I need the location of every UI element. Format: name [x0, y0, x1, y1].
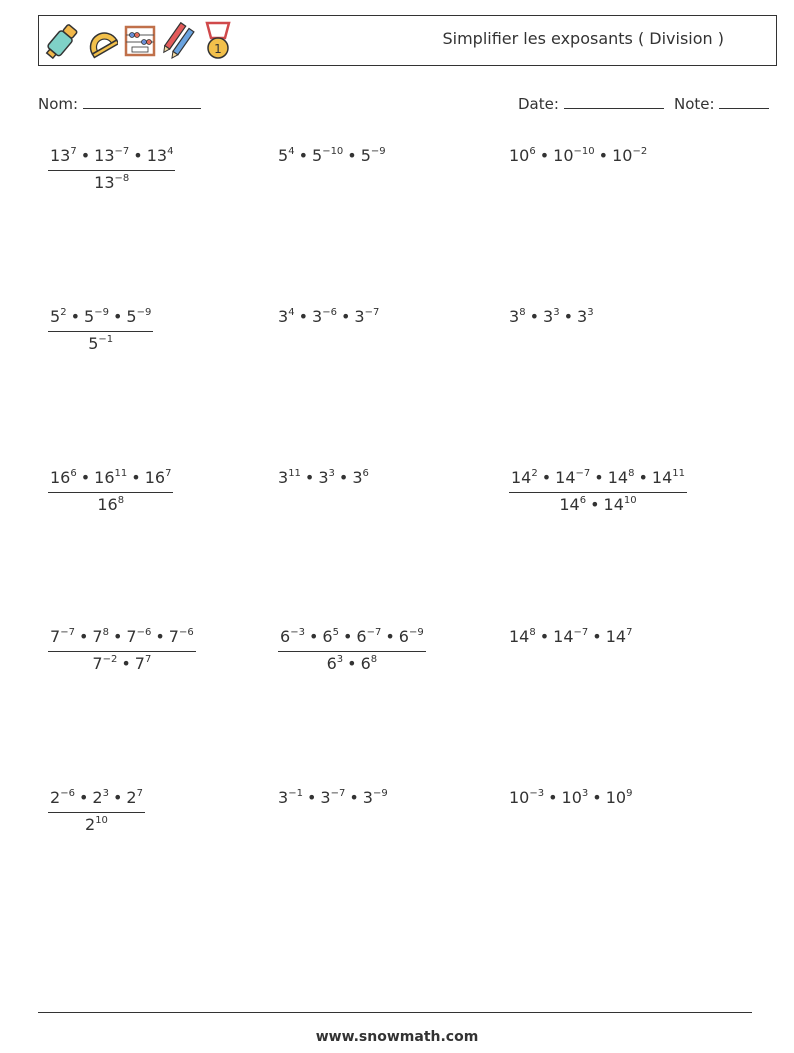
exponent: −6 [178, 627, 194, 638]
denominator [559, 493, 636, 517]
exponent: 7 [626, 627, 633, 638]
multiply-dot: • [308, 627, 319, 646]
expression [278, 468, 369, 487]
base: 3 [318, 468, 329, 487]
base: 3 [278, 788, 289, 807]
base: 6 [280, 627, 291, 646]
exponent: 8 [117, 495, 125, 506]
numerator [48, 305, 153, 332]
multiply-dot: • [340, 307, 351, 326]
base: 14 [651, 468, 673, 487]
base: 6 [360, 654, 371, 673]
problem-9 [509, 466, 687, 517]
multiply-dot: • [80, 468, 91, 487]
highlighter-icon [45, 20, 79, 62]
numerator [278, 625, 426, 652]
base: 10 [553, 146, 574, 165]
base: 5 [278, 146, 289, 165]
exponent: −8 [114, 173, 130, 184]
base: 7 [168, 627, 179, 646]
exponent: −10 [573, 146, 595, 157]
base: 5 [50, 307, 61, 326]
svg-text:1: 1 [214, 42, 222, 56]
exponent: 10 [623, 495, 637, 506]
grade-label: Note: [674, 95, 715, 113]
base: 16 [94, 468, 115, 487]
exponent: 3 [587, 307, 594, 318]
multiply-dot: • [121, 654, 131, 673]
protractor-icon [84, 20, 118, 62]
exponent: 7 [136, 788, 143, 799]
fraction [48, 625, 196, 676]
problem-13 [48, 786, 145, 837]
base: 14 [559, 495, 580, 514]
numerator [48, 144, 175, 171]
date-line[interactable] [564, 94, 664, 109]
expression [278, 788, 388, 807]
base: 14 [511, 468, 532, 487]
fraction [278, 625, 426, 676]
base: 3 [278, 468, 289, 487]
exponent: 8 [519, 307, 526, 318]
exponent: −9 [94, 307, 109, 318]
base: 3 [509, 307, 520, 326]
base: 6 [398, 627, 409, 646]
name-field[interactable] [38, 94, 201, 113]
footer-divider [38, 1012, 752, 1013]
base: 2 [50, 788, 61, 807]
multiply-dot: • [298, 146, 308, 165]
base: 16 [50, 468, 71, 487]
base: 3 [352, 468, 363, 487]
base: 6 [326, 654, 337, 673]
base: 5 [84, 307, 95, 326]
exponent: 9 [626, 788, 633, 799]
exponent: 4 [288, 307, 295, 318]
exponent: −7 [573, 627, 589, 638]
multiply-dot: • [112, 788, 123, 807]
exponent: −6 [60, 788, 75, 799]
multiply-dot: • [563, 307, 573, 326]
exponent: 11 [288, 468, 301, 479]
multiply-dot: • [133, 146, 143, 165]
base: 13 [146, 146, 168, 165]
exponent: −2 [632, 146, 648, 157]
exponent: −3 [529, 788, 545, 799]
fraction [509, 466, 687, 517]
base: 6 [322, 627, 333, 646]
medal-icon [201, 20, 235, 62]
multiply-dot: • [529, 307, 539, 326]
expression [278, 307, 379, 326]
name-line[interactable] [83, 94, 201, 109]
denominator [92, 652, 151, 676]
problem-12 [509, 625, 632, 649]
problem-6 [509, 305, 594, 329]
base: 3 [354, 307, 365, 326]
fraction [48, 144, 175, 195]
exponent: 4 [288, 146, 295, 157]
exponent: −7 [364, 307, 380, 318]
multiply-dot: • [590, 495, 600, 514]
exponent: −1 [98, 334, 114, 345]
expression [509, 788, 632, 807]
problem-8 [278, 466, 369, 490]
problem-11 [278, 625, 426, 676]
multiply-dot: • [598, 146, 609, 165]
multiply-dot: • [78, 788, 89, 807]
base: 3 [320, 788, 331, 807]
problem-14 [278, 786, 388, 810]
base: 5 [126, 307, 137, 326]
multiply-dot: • [548, 788, 558, 807]
multiply-dot: • [70, 307, 80, 326]
exponent: 3 [336, 654, 344, 665]
header-icons [45, 20, 235, 62]
exponent: 6 [579, 495, 587, 506]
numerator [48, 786, 145, 813]
base: 16 [97, 495, 118, 514]
problem-2 [278, 144, 386, 168]
multiply-dot: • [638, 468, 648, 487]
problem-15 [509, 786, 632, 810]
base: 14 [555, 468, 576, 487]
multiply-dot: • [112, 627, 123, 646]
problem-5 [278, 305, 379, 329]
denominator [97, 493, 124, 517]
multiply-dot: • [304, 468, 315, 487]
exponent: 6 [70, 468, 77, 479]
exponent: 7 [165, 468, 172, 479]
base: 13 [50, 146, 71, 165]
base: 14 [607, 468, 629, 487]
base: 13 [94, 146, 115, 165]
abacus-icon [123, 20, 157, 62]
base: 3 [278, 307, 289, 326]
exponent: −9 [370, 146, 386, 157]
problem-3 [509, 144, 647, 168]
exponent: 11 [114, 468, 128, 479]
multiply-dot: • [342, 627, 353, 646]
date-field[interactable] [518, 94, 664, 113]
exponent: −1 [288, 788, 303, 799]
multiply-dot: • [131, 468, 141, 487]
fraction [48, 786, 145, 837]
multiply-dot: • [541, 468, 552, 487]
exponent: −9 [408, 627, 424, 638]
exponent: 6 [529, 146, 536, 157]
multiply-dot: • [594, 468, 604, 487]
exponent: −9 [372, 788, 388, 799]
exponent: −7 [114, 146, 130, 157]
base: 3 [312, 307, 323, 326]
base: 2 [85, 815, 96, 834]
multiply-dot: • [78, 627, 89, 646]
multiply-dot: • [347, 654, 357, 673]
base: 10 [612, 146, 633, 165]
expression [509, 307, 594, 326]
base: 3 [577, 307, 588, 326]
exponent: 3 [102, 788, 109, 799]
exponent: 11 [672, 468, 685, 479]
base: 7 [92, 654, 103, 673]
grade-field[interactable] [674, 94, 769, 113]
exponent: −2 [102, 654, 118, 665]
exponent: −7 [330, 788, 346, 799]
exponent: 4 [167, 146, 174, 157]
numerator [509, 466, 687, 493]
multiply-dot: • [349, 788, 359, 807]
exponent: −9 [136, 307, 152, 318]
multiply-dot: • [592, 627, 602, 646]
exponent: −3 [290, 627, 305, 638]
base: 13 [94, 173, 115, 192]
numerator [48, 466, 173, 493]
base: 14 [603, 495, 624, 514]
problem-7 [48, 466, 173, 517]
exponent: −6 [136, 627, 152, 638]
exponent: 2 [60, 307, 67, 318]
base: 16 [144, 468, 166, 487]
denominator [94, 171, 129, 195]
exponent: 8 [529, 627, 536, 638]
exponent: −10 [322, 146, 344, 157]
exponent: 6 [362, 468, 369, 479]
problem-1 [48, 144, 175, 195]
exponent: 3 [328, 468, 335, 479]
exponent: 8 [370, 654, 378, 665]
base: 14 [605, 627, 627, 646]
base: 10 [509, 146, 530, 165]
fraction [48, 466, 173, 517]
base: 5 [312, 146, 323, 165]
fraction [48, 305, 153, 356]
exponent: −7 [575, 468, 591, 479]
multiply-dot: • [112, 307, 123, 326]
exponent: 7 [70, 146, 77, 157]
exponent: −7 [60, 627, 75, 638]
multiply-dot: • [80, 146, 91, 165]
pencils-icon [162, 20, 196, 62]
multiply-dot: • [347, 146, 357, 165]
exponent: −6 [322, 307, 337, 318]
multiply-dot: • [338, 468, 349, 487]
base: 3 [362, 788, 373, 807]
base: 10 [605, 788, 627, 807]
multiply-dot: • [385, 627, 395, 646]
exponent: 2 [531, 468, 538, 479]
footer-url: www.snowmath.com [315, 1029, 479, 1045]
base: 10 [509, 788, 530, 807]
base: 14 [509, 627, 530, 646]
multiply-dot: • [155, 627, 165, 646]
multiply-dot: • [298, 307, 308, 326]
base: 7 [50, 627, 61, 646]
multiply-dot: • [592, 788, 602, 807]
base: 5 [88, 334, 99, 353]
base: 7 [134, 654, 145, 673]
base: 2 [126, 788, 137, 807]
exponent: −7 [366, 627, 382, 638]
page-title: Simplifier les exposants ( Division ) [442, 29, 724, 48]
exponent: 7 [144, 654, 152, 665]
problem-10 [48, 625, 196, 676]
expression [278, 146, 386, 165]
exponent: 8 [628, 468, 635, 479]
multiply-dot: • [539, 627, 550, 646]
multiply-dot: • [539, 146, 550, 165]
base: 6 [356, 627, 367, 646]
multiply-dot: • [306, 788, 317, 807]
problem-4 [48, 305, 153, 356]
date-label: Date: [518, 95, 559, 113]
numerator [48, 625, 196, 652]
base: 2 [92, 788, 103, 807]
base: 3 [543, 307, 554, 326]
grade-line[interactable] [719, 94, 769, 109]
exponent: 8 [102, 627, 109, 638]
denominator [85, 813, 108, 837]
exponent: 5 [332, 627, 339, 638]
worksheet-header [38, 15, 777, 66]
base: 7 [92, 627, 103, 646]
denominator [327, 652, 378, 676]
denominator [88, 332, 113, 356]
exponent: 3 [553, 307, 560, 318]
expression [509, 627, 632, 646]
name-label: Nom: [38, 95, 79, 113]
expression [509, 146, 647, 165]
base: 14 [553, 627, 574, 646]
base: 5 [360, 146, 371, 165]
base: 7 [126, 627, 137, 646]
exponent: 10 [95, 815, 108, 826]
exponent: 3 [581, 788, 589, 799]
base: 10 [561, 788, 582, 807]
